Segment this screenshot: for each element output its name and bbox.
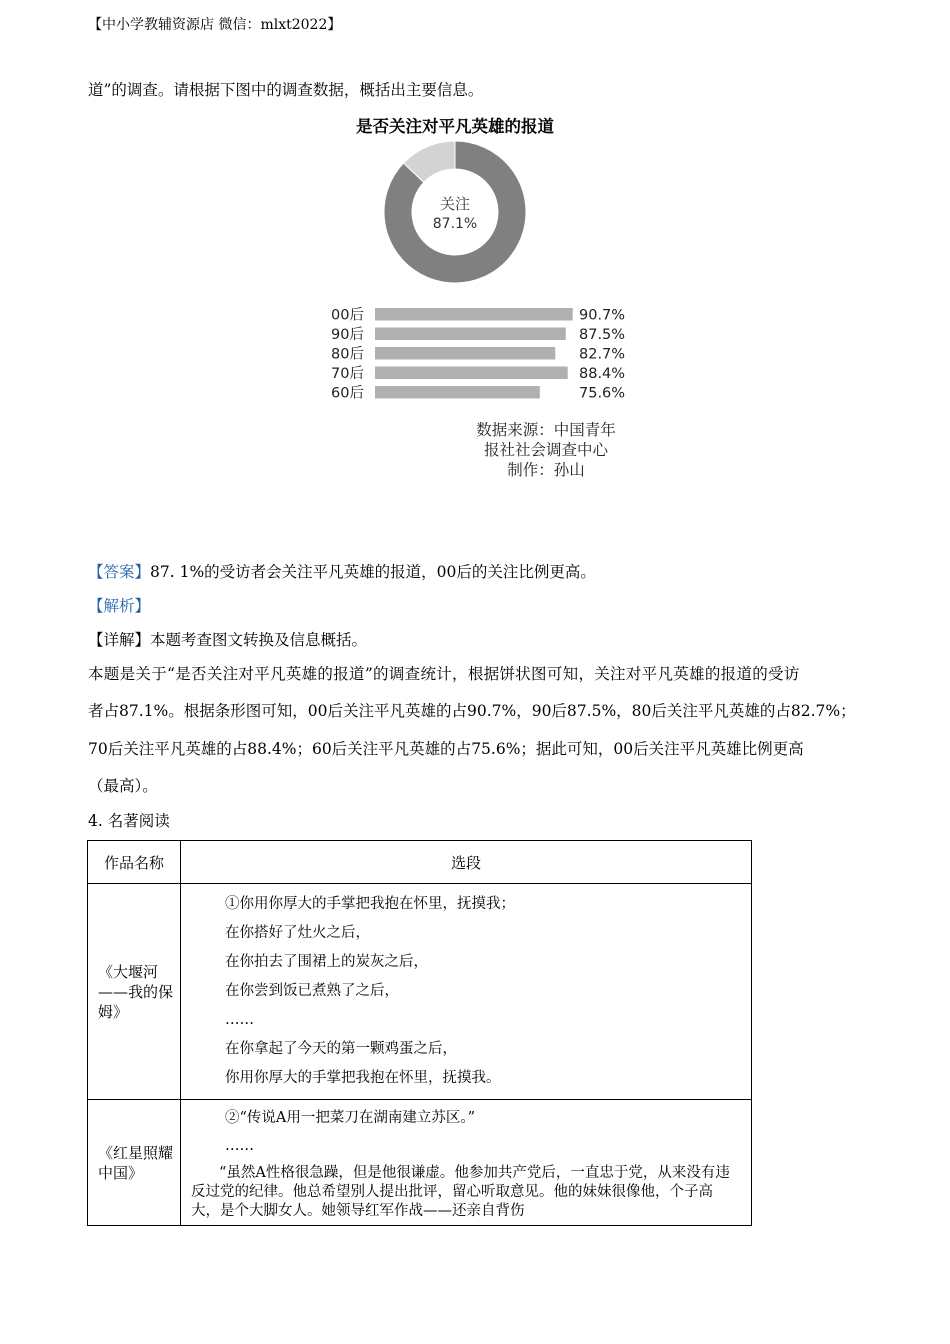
bar-value-label: 88.4% (579, 366, 626, 382)
answer-line (88, 560, 596, 582)
analysis-line (88, 594, 150, 616)
excerpt-cell (181, 884, 752, 1100)
detail-text: 本题考查图文转换及信息概括。 (150, 631, 368, 649)
excerpt-line: …… (225, 1138, 254, 1154)
bar-category-label: 00后 (331, 307, 364, 324)
bar (375, 367, 568, 380)
bar-value-label: 90.7% (579, 307, 626, 324)
bar (375, 386, 540, 399)
bar-chart (331, 307, 625, 402)
bar-category-label: 90后 (331, 327, 364, 343)
bar-category-label: 60后 (331, 385, 364, 402)
excerpt-cell (181, 1100, 752, 1226)
chart-source (476, 420, 616, 479)
table-header-cell: 作品名称 (88, 841, 181, 884)
detail-line (88, 628, 367, 650)
explanation-line: 者占87.1%。根据条形图可知，00后关注平凡英雄的占90.7%，90后87.5%，80后关注平凡英雄的占82.7%； (88, 702, 856, 720)
bar-value-label: 87.5% (579, 327, 626, 343)
poem-line: ①你用你厚大的手掌把我抱在怀里，抚摸我； (225, 896, 515, 912)
donut-center-label: 关注 (439, 195, 471, 213)
watermark-header: 【中小学教辅资源店 微信：mlxt2022】 (88, 17, 342, 33)
poem-line: 在你搭好了灶火之后， (225, 925, 370, 941)
donut-center-value: 87.1% (432, 216, 478, 232)
bar (375, 308, 573, 321)
answer-tag: 【答案】 (88, 563, 151, 581)
poem-line: 在你尝到饭已煮熟了之后， (225, 983, 399, 999)
poem-line: 在你拍去了围裙上的炭灰之后， (225, 954, 428, 970)
source-line: 数据来源：中国青年 (476, 421, 616, 439)
bar-category-label: 70后 (331, 366, 364, 382)
work-name: 《红星照耀中国》 (88, 1100, 181, 1226)
source-line: 报社社会调查中心 (483, 441, 609, 459)
chart-title: 是否关注对平凡英雄的报道 (356, 117, 554, 136)
analysis-tag: 【解析】 (88, 597, 151, 615)
poem-line: …… (225, 1012, 254, 1028)
bar (375, 328, 566, 341)
table-row (88, 884, 752, 1100)
explanation-line: 70后关注平凡英雄的占88.4%；60后关注平凡英雄的占75.6%；据此可知，00后关注平凡英雄比例更高 (88, 740, 804, 758)
table-row (88, 1100, 752, 1226)
bar (375, 347, 555, 360)
bar-category-label: 80后 (331, 346, 364, 363)
intro-text: 道”的调查。请根据下图中的调查数据，概括出主要信息。 (88, 81, 484, 99)
answer-text: 87. 1%的受访者会关注平凡英雄的报道，00后的关注比例更高。 (150, 563, 596, 581)
explanation-line: 本题是关于“是否关注对平凡英雄的报道”的调查统计，根据饼状图可知，关注对平凡英雄的报道的受访 (88, 665, 800, 683)
reading-table (87, 840, 752, 1226)
poem-line: 你用你厚大的手掌把我抱在怀里，抚摸我。 (225, 1070, 501, 1086)
table-header-cell: 选段 (181, 841, 752, 884)
bar-value-label: 75.6% (579, 385, 626, 402)
detail-tag: 【详解】 (88, 631, 151, 649)
table-header-row (88, 841, 752, 884)
section-title: 4. 名著阅读 (88, 812, 170, 830)
survey-chart (300, 108, 640, 483)
source-line: 制作：孙山 (507, 461, 585, 479)
bar-value-label: 82.7% (579, 346, 626, 363)
explanation-line: （最高）。 (88, 777, 158, 795)
excerpt-paragraph: “虽然A性格很急躁，但是他很谦虚。他参加共产党后，一直忠于党，从来没有违反过党的纪律。他总希望别人提出批评，留心听取意见。他的妹妹很像他，个子高大，是个大脚女人。她领导红军作战——还亲自背伤 (191, 1165, 730, 1219)
work-name: 《大堰河——我的保姆》 (88, 884, 181, 1100)
poem-line: 在你拿起了今天的第一颗鸡蛋之后， (225, 1041, 457, 1057)
excerpt-line: ②“传说A用一把菜刀在湖南建立苏区。” (225, 1110, 476, 1126)
